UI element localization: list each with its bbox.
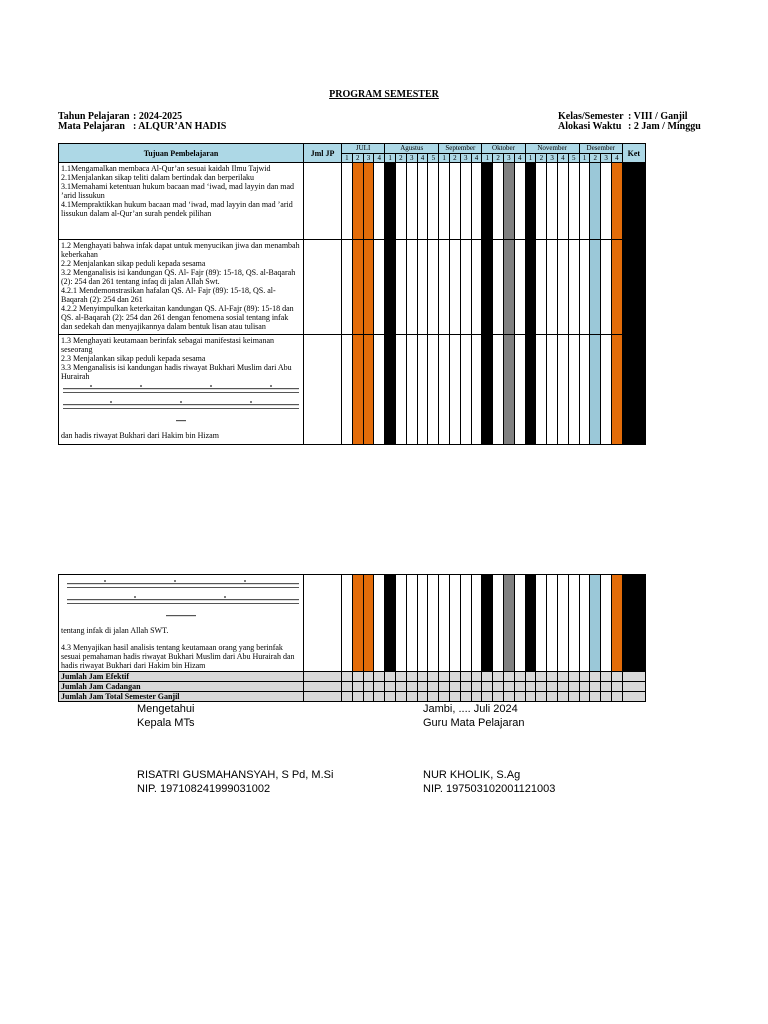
week-number: 1 (482, 154, 493, 163)
tujuan-line: 4.2.2 Menyimpulkan keterkaitan kandungan QS. Al-Fajr (89): 15-18 dan QS. al-Baqarah (2): 254 dan 261 dengan fenomena sosial tentang infak dan sedekah dan menyajikannya dalam bentuk lisan atau tulisan (61, 304, 294, 331)
week-cell (536, 682, 547, 692)
week-cell (612, 163, 623, 240)
month-header: Agustus (385, 144, 439, 154)
week-cell (579, 575, 590, 672)
tujuan-line: 2.1Menjalankan sikap teliti dalam bertindak dan berperilaku (61, 173, 255, 182)
week-number: 4 (558, 154, 569, 163)
week-cell (557, 692, 568, 702)
month-header: Desember (579, 144, 622, 154)
summary-jp (304, 682, 342, 692)
week-cell (471, 163, 482, 240)
week-cell (363, 682, 374, 692)
week-cell (395, 575, 406, 672)
week-number: 3 (547, 154, 558, 163)
week-cell (471, 682, 482, 692)
week-cell (428, 575, 439, 672)
mapel-value: : ALQUR’AN HADIS (133, 121, 227, 132)
week-number: 5 (428, 154, 439, 163)
week-cell (396, 240, 407, 335)
week-cell (568, 163, 579, 240)
table-row (59, 335, 646, 445)
week-number: 3 (406, 154, 417, 163)
week-cell (611, 682, 622, 692)
week-cell (460, 692, 471, 702)
week-cell (590, 163, 601, 240)
tujuan-line: 2.3 Menjalankan sikap peduli kepada sesama (61, 354, 206, 363)
mapel-label: Mata Pelajaran (58, 121, 125, 132)
week-cell (428, 682, 439, 692)
week-cell (557, 672, 568, 682)
tujuan-line: 1.1Mengamalkan membaca Al-Qur’an sesuai kaidah Ilmu Tajwid (61, 164, 271, 173)
arabic-hadith-image (61, 578, 301, 592)
arabic-hadith-image (61, 383, 301, 397)
tujuan-cell (59, 335, 304, 445)
week-cell (482, 163, 493, 240)
week-number: 2 (352, 154, 363, 163)
week-cell (417, 682, 428, 692)
sign-left-line2: Kepala MTs (137, 717, 195, 729)
week-cell (568, 335, 579, 445)
week-cell (374, 240, 385, 335)
week-cell (406, 575, 417, 672)
week-number: 4 (514, 154, 525, 163)
week-number: 2 (536, 154, 547, 163)
week-cell (460, 672, 471, 682)
week-cell (385, 335, 396, 445)
week-cell (385, 672, 396, 682)
summary-label: Jumlah Jam Cadangan (59, 682, 304, 692)
week-cell (471, 240, 482, 335)
week-cell (558, 335, 569, 445)
week-cell (352, 682, 363, 692)
week-cell (417, 163, 428, 240)
week-cell (395, 692, 406, 702)
week-cell (504, 163, 515, 240)
arabic-hadith-image (61, 610, 301, 624)
week-cell (352, 692, 363, 702)
week-cell (514, 240, 525, 335)
week-cell (622, 240, 645, 335)
month-header: November (525, 144, 579, 154)
week-number: 3 (504, 154, 515, 163)
week-cell (449, 692, 460, 702)
week-cell (482, 672, 493, 682)
week-cell (363, 692, 374, 702)
week-cell (504, 240, 515, 335)
week-cell (611, 575, 622, 672)
week-cell (482, 575, 493, 672)
week-cell (622, 672, 645, 682)
week-cell (601, 692, 612, 702)
week-cell (536, 163, 547, 240)
table-row (59, 163, 646, 240)
week-cell (439, 240, 450, 335)
schedule-table-continued (58, 574, 646, 702)
col-tujuan-header: Tujuan Pembelajaran (59, 144, 304, 163)
week-cell (503, 692, 514, 702)
month-header: Oktober (482, 144, 525, 154)
summary-label: Jumlah Jam Efektif (59, 672, 304, 682)
week-cell (428, 672, 439, 682)
sign-left-name: RISATRI GUSMAHANSYAH, S Pd, M.Si (137, 769, 334, 781)
week-cell (503, 672, 514, 682)
week-cell (385, 240, 396, 335)
week-cell (471, 575, 482, 672)
week-number: 2 (396, 154, 407, 163)
arabic-hadith-image (61, 594, 301, 608)
week-cell (460, 240, 471, 335)
summary-row-efektif (59, 672, 646, 682)
week-cell (503, 575, 514, 672)
week-number: 4 (417, 154, 428, 163)
week-cell (428, 240, 439, 335)
week-cell (363, 575, 374, 672)
table-row (59, 575, 646, 672)
week-cell (417, 335, 428, 445)
week-cell (525, 682, 536, 692)
week-cell (406, 692, 417, 702)
week-cell (352, 163, 363, 240)
week-cell (622, 692, 645, 702)
week-cell (547, 240, 558, 335)
week-cell (363, 163, 374, 240)
week-cell (525, 672, 536, 682)
tahun-value: : 2024-2025 (133, 111, 183, 122)
week-cell (385, 682, 396, 692)
week-cell (460, 575, 471, 672)
week-cell (601, 335, 612, 445)
week-cell (568, 672, 579, 682)
jp-cell (304, 575, 342, 672)
week-cell (385, 163, 396, 240)
week-cell (579, 240, 590, 335)
sign-right-line1: Jambi, .... Juli 2024 (423, 703, 518, 715)
week-cell (482, 335, 493, 445)
week-cell (547, 575, 558, 672)
week-cell (460, 335, 471, 445)
week-cell (439, 335, 450, 445)
week-cell (514, 335, 525, 445)
week-cell (352, 672, 363, 682)
week-cell (482, 240, 493, 335)
week-cell (601, 240, 612, 335)
week-cell (385, 575, 396, 672)
week-cell (601, 575, 612, 672)
week-cell (396, 163, 407, 240)
week-cell (428, 692, 439, 702)
tujuan-line: 1.3 Menghayati keutamaan berinfak sebagai manifestasi keimanan seseorang (61, 336, 275, 354)
week-number: 4 (612, 154, 623, 163)
week-cell (352, 240, 363, 335)
week-cell (611, 672, 622, 682)
week-cell (417, 240, 428, 335)
week-cell (342, 335, 353, 445)
week-cell (406, 672, 417, 682)
week-cell (536, 692, 547, 702)
week-cell (579, 163, 590, 240)
week-number: 5 (568, 154, 579, 163)
week-cell (460, 163, 471, 240)
week-cell (450, 163, 461, 240)
tujuan-line: 4.3 Menyajikan hasil analisis tentang keutamaan orang yang berinfak sesuai pemahaman hadis riwayat Bukhari Muslim dari Abu Hurairah dan hadis riwayat Bukhari dari Hakim bin Hizam (61, 643, 295, 670)
week-cell (514, 163, 525, 240)
week-cell (612, 240, 623, 335)
week-cell (471, 335, 482, 445)
week-cell (342, 692, 353, 702)
week-cell (417, 692, 428, 702)
week-cell (590, 575, 601, 672)
page-title: PROGRAM SEMESTER (329, 89, 439, 100)
summary-row-total (59, 692, 646, 702)
week-cell (590, 335, 601, 445)
week-cell (460, 682, 471, 692)
week-cell (579, 692, 590, 702)
week-cell (342, 682, 353, 692)
week-cell (342, 163, 353, 240)
week-cell (568, 692, 579, 702)
week-cell (612, 335, 623, 445)
tujuan-line: 1.2 Menghayati bahwa infak dapat untuk menyucikan jiwa dan menambah keberkahan (61, 241, 300, 259)
week-cell (471, 692, 482, 702)
week-cell (503, 682, 514, 692)
week-cell (568, 575, 579, 672)
week-cell (439, 672, 450, 682)
table-row (59, 240, 646, 335)
week-cell (622, 335, 645, 445)
summary-jp (304, 692, 342, 702)
week-cell (493, 682, 504, 692)
sign-right-name: NUR KHOLIK, S.Ag (423, 769, 521, 781)
week-number: 1 (579, 154, 590, 163)
week-cell (493, 163, 504, 240)
week-cell (406, 163, 417, 240)
week-cell (504, 335, 515, 445)
summary-label: Jumlah Jam Total Semester Ganjil (59, 692, 304, 702)
week-cell (363, 240, 374, 335)
week-cell (547, 692, 558, 702)
week-cell (493, 692, 504, 702)
tujuan-line: 2.2 Menjalankan sikap peduli kepada sesama (61, 259, 206, 268)
week-cell (568, 682, 579, 692)
week-cell (590, 692, 601, 702)
week-cell (590, 672, 601, 682)
tujuan-cell (59, 240, 304, 335)
week-cell (525, 335, 536, 445)
week-cell (601, 163, 612, 240)
alokasi-value: : 2 Jam / Minggu (628, 121, 701, 132)
jp-cell (304, 163, 342, 240)
week-cell (374, 575, 385, 672)
week-cell (417, 672, 428, 682)
week-number: 4 (471, 154, 482, 163)
week-number: 3 (363, 154, 374, 163)
week-cell (622, 163, 645, 240)
sign-left-line1: Mengetahui (137, 703, 195, 715)
week-cell (450, 240, 461, 335)
week-cell (439, 575, 450, 672)
week-cell (601, 682, 612, 692)
week-cell (482, 682, 493, 692)
col-jp-header: Jml JP (304, 144, 342, 163)
week-cell (514, 682, 525, 692)
tujuan-line: tentang infak di jalan Allah SWT. (61, 626, 169, 635)
week-cell (395, 672, 406, 682)
tujuan-line: 3.3 Menganalisis isi kandungan hadis riwayat Bukhari Muslim dari Abu Hurairah (61, 363, 292, 381)
tujuan-line: 4.2.1 Mendemonstrasikan hafalan QS. Al- Fajr (89): 15-18, QS. al-Baqarah (2): 254 dan 261 (61, 286, 276, 304)
tujuan-line: 3.1Memahami ketentuan hukum bacaan mad ‘iwad, mad layyin dan mad ’arid lissukun (61, 182, 295, 200)
week-cell (611, 692, 622, 702)
week-cell (406, 335, 417, 445)
week-number: 4 (374, 154, 385, 163)
week-cell (557, 682, 568, 692)
week-cell (374, 672, 385, 682)
week-cell (493, 335, 504, 445)
week-cell (547, 682, 558, 692)
week-cell (363, 672, 374, 682)
tujuan-line: dan hadis riwayat Bukhari dari Hakim bin Hizam (61, 431, 219, 440)
week-cell (428, 335, 439, 445)
summary-jp (304, 672, 342, 682)
week-number: 1 (525, 154, 536, 163)
week-number: 3 (601, 154, 612, 163)
sign-left-nip: NIP. 197108241999031002 (137, 783, 271, 795)
alokasi-label: Alokasi Waktu (558, 121, 622, 132)
week-cell (352, 335, 363, 445)
week-cell (536, 240, 547, 335)
jp-cell (304, 240, 342, 335)
month-header: September (439, 144, 482, 154)
week-cell (579, 682, 590, 692)
week-cell (449, 672, 460, 682)
week-number: 1 (439, 154, 450, 163)
week-cell (579, 672, 590, 682)
week-cell (395, 682, 406, 692)
week-cell (439, 692, 450, 702)
tujuan-cell (59, 575, 304, 672)
sign-right-line2: Guru Mata Pelajaran (423, 717, 525, 729)
week-cell (547, 672, 558, 682)
kelas-value: : VIII / Ganjil (628, 111, 688, 122)
week-cell (471, 672, 482, 682)
jp-cell (304, 335, 342, 445)
sign-right-nip: NIP. 197503102001121003 (423, 783, 556, 795)
week-cell (439, 163, 450, 240)
arabic-hadith-image (61, 399, 301, 413)
week-cell (514, 575, 525, 672)
week-cell (450, 335, 461, 445)
week-cell (514, 672, 525, 682)
week-cell (374, 682, 385, 692)
week-cell (342, 240, 353, 335)
week-cell (374, 335, 385, 445)
week-cell (417, 575, 428, 672)
month-header: JULI (342, 144, 385, 154)
week-cell (352, 575, 363, 672)
week-number: 1 (385, 154, 396, 163)
week-number: 3 (460, 154, 471, 163)
week-cell (449, 682, 460, 692)
week-number: 1 (342, 154, 353, 163)
tujuan-line: 4.1Mempraktikkan hukum bacaan mad ‘iwad, mad layyin dan mad ’arid lissukun dalam al-Qur’an surah pendek pilihan (61, 200, 293, 218)
week-cell (558, 240, 569, 335)
summary-row-cadangan (59, 682, 646, 692)
week-cell (342, 672, 353, 682)
week-cell (590, 240, 601, 335)
week-cell (514, 692, 525, 702)
week-cell (536, 672, 547, 682)
week-cell (547, 335, 558, 445)
week-cell (493, 575, 504, 672)
tahun-label: Tahun Pelajaran (58, 111, 130, 122)
tujuan-line: 3.2 Menganalisis isi kandungan QS. Al- Fajr (89): 15-18, QS. al-Baqarah (2): 254 dan 261 tentang infaq di jalan Allah Swt. (61, 268, 296, 286)
week-number: 2 (590, 154, 601, 163)
week-cell (525, 240, 536, 335)
week-cell (374, 163, 385, 240)
tujuan-cell (59, 163, 304, 240)
week-cell (482, 692, 493, 702)
week-cell (449, 575, 460, 672)
week-cell (568, 240, 579, 335)
week-cell (525, 163, 536, 240)
kelas-label: Kelas/Semester (558, 111, 624, 122)
week-cell (525, 575, 536, 672)
week-cell (536, 575, 547, 672)
week-cell (493, 672, 504, 682)
week-cell (557, 575, 568, 672)
week-cell (525, 692, 536, 702)
week-cell (439, 682, 450, 692)
schedule-table (58, 143, 646, 445)
week-cell (558, 163, 569, 240)
week-cell (536, 335, 547, 445)
week-cell (406, 240, 417, 335)
col-ket-header: Ket (622, 144, 645, 163)
week-cell (396, 335, 407, 445)
week-cell (428, 163, 439, 240)
week-cell (406, 682, 417, 692)
arabic-hadith-image (61, 415, 301, 429)
week-cell (601, 672, 612, 682)
week-cell (590, 682, 601, 692)
week-cell (579, 335, 590, 445)
week-cell (622, 682, 645, 692)
week-number: 2 (450, 154, 461, 163)
week-cell (342, 575, 353, 672)
week-cell (363, 335, 374, 445)
week-cell (547, 163, 558, 240)
week-cell (493, 240, 504, 335)
week-cell (374, 692, 385, 702)
week-number: 2 (493, 154, 504, 163)
week-cell (622, 575, 645, 672)
week-cell (385, 692, 396, 702)
